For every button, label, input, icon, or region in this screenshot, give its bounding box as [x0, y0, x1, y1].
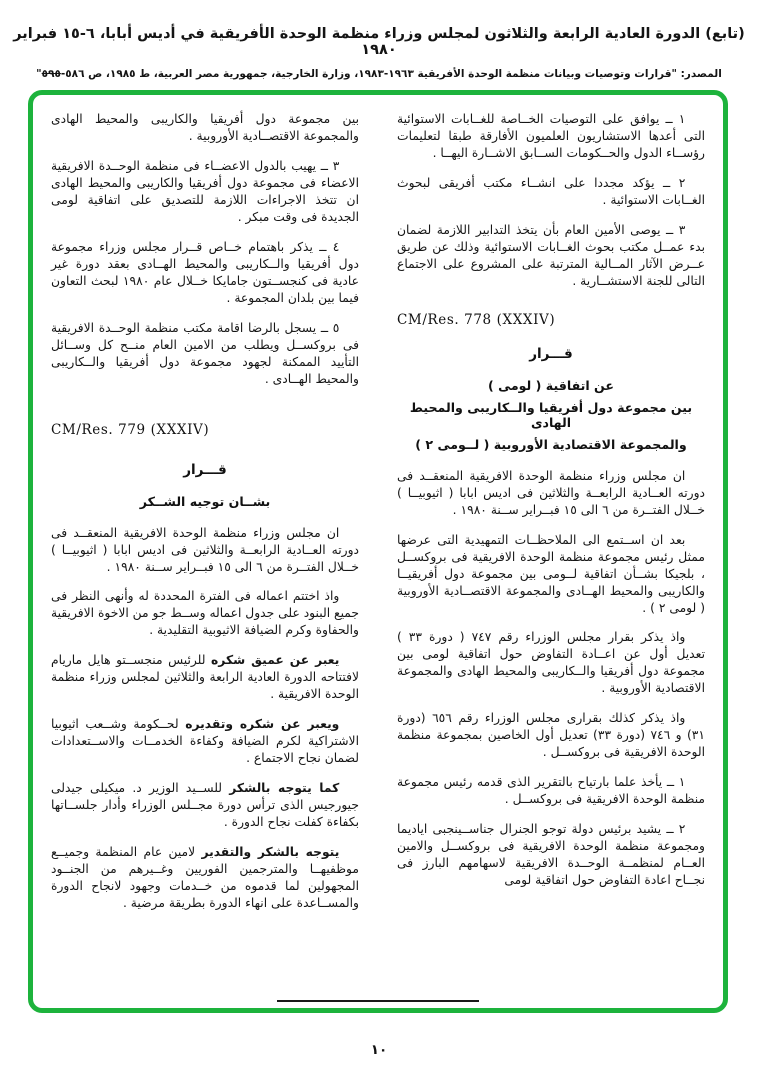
resolution-778-preamble-4: واذ يذكر كذلك بقرارى مجلس الوزراء رقم ٦٥٦ (دورة ٣١) و ٧٤٦ (دورة ٣٣) تعديل أول الخاصين بمجموعة منظمة الوحدة الافريقية فى بروكســل . — [397, 711, 705, 760]
header-source-line — [0, 68, 758, 80]
resolution-778-title: قـــرار — [529, 345, 573, 362]
thanks-4-lead: يتوجه بالشكر والتقدير — [201, 845, 340, 860]
column-left — [51, 111, 359, 994]
resolution-779-thanks-4 — [51, 844, 359, 912]
source-citation-text: المصدر: "قرارات وتوصيات وبيانات منظمة الوحدة الأفريقية ١٩٦٣-١٩٨٣، وزارة الخارجية، جمهورية مصر العربية، ط ١٩٨٥، ص ٥٨٦- — [60, 68, 722, 80]
resolution-779-thanks-1 — [51, 652, 359, 703]
resolution-777-item-2: ٢ ــ يؤكد مجددا على انشــاء مكتب أفريقى لبحوث الغــابات الاستوائية . — [397, 175, 705, 207]
resolution-779-title: قـــرار — [183, 461, 227, 478]
resolution-778-preamble-1: ان مجلس وزراء منظمة الوحدة الافريقية المنعقــد فى دورته العــادية الرابعــة والثلاثين فى اديس ابابا ( اثيوبيــا ) خــلال الفتــرة من ٦ الى ١٥ فبــراير ســنة ١٩٨٠ . — [397, 468, 705, 517]
resolution-778-subject-line2: بين مجموعة دول أفريقيا والــكاريبى والمحيط الهادى — [409, 399, 693, 430]
thanks-2-lead: ويعبر عن شكره وتقديره — [185, 717, 340, 732]
thanks-4-rest: لامين عام المنظمة وجميــع موظفيهــا والمترجمين الفوريين وغــيرهم من الجنــود المجهولين لما قدموه من خــدمات وجهود لانجاح الدورة والمســاعدة على انهاء الدورة بطريقة مرضية . — [51, 845, 359, 910]
resolution-778-item-3: ٣ ــ يهيب بالدول الاعضــاء فى منظمة الوحــدة الافريقية الاعضاء فى مجموعة دول أفريقيا والكاريبى والمحيط الهادى ان تتخذ الاجراءات اللازمة للتصديق على اتفاقية لومى الجديدة فى وقت مبكر . — [51, 158, 359, 224]
resolution-778-item-1: ١ ــ يأخذ علما بارتياح بالتقرير الذى قدمه رئيس مجموعة منظمة الوحدة الافريقية فى بروكســل . — [397, 775, 705, 807]
resolution-779-preamble-1: ان مجلس وزراء منظمة الوحدة الافريقية المنعقــد فى دورته العــادية الرابعــة والثلاثين فى اديس ابابا ( اثيوبيــا ) خــلال الفتــرة من ٦ الى ١٥ فبــراير ســنة ١٩٨٠ . — [51, 525, 359, 574]
resolution-779-thanks-2 — [51, 716, 359, 767]
resolution-777-item-3: ٣ ــ يوصى الأمين العام بأن يتخذ التدابير اللازمة لضمان بدء عمــل مكتب بحوث الغــابات الاستوائية وذلك عن طريق عــرض الآثار المــالية المترتبة على المشروع على الاجتماع التالى للجنة الاستشــارية . — [397, 222, 705, 288]
thanks-3-rest: للســيد الوزير د. ميكيلى جيدلى جيورجيس الذى ترأس دورة مجــلس الوزراء وأدار جلســاتها بكفاءة كفلت نجاح الدورة . — [51, 781, 359, 830]
thanks-1-rest: للرئيس منجســتو هايل ماريام لافتتاحه الدورة العادية الرابعة والثلاثين لمجلس وزراء منظمة الوحدة الافريقية . — [51, 653, 359, 702]
column-right — [397, 111, 705, 994]
thanks-1-lead: يعبر عن عميق شكره — [211, 653, 340, 668]
page-footer — [0, 1042, 758, 1058]
two-column-layout — [51, 111, 705, 994]
resolution-778-item-2: ٢ ــ يشيد برئيس دولة توجو الجنرال جناســينجبى اياديما ومجموعة منظمة الوحدة الافريقية فى بروكســل والامين العــام لمنظمــة الوحــدة الافريقية لاسهامهم البارز فى نجــاح اعادة التفاوض حول اتفاقية لومى — [397, 822, 705, 888]
thanks-2-rest: لحــكومة وشــعب اثيوبيا الاشتراكية لكرم الضيافة وكفاءة الخدمــات والاســتعدادات لضمان نجاح الاجتماع . — [51, 717, 359, 766]
header-session-title: (تابع) الدورة العادية الرابعة والثلاثون لمجلس وزراء منظمة الوحدة الأفريقية في أديس أبابا، ٦-١٥ فبراير ١٩٨٠ — [13, 26, 745, 58]
resolution-779-preamble-2: واذ اختتم اعماله فى الفترة المحددة له وأنهى النظر فى جميع البنود على جدول اعماله وســط جو من الاخوة الافريقية والحفاوة وكرم الضيافة الاثيوبية التقليدية . — [51, 589, 359, 638]
page-header — [0, 26, 758, 80]
resolution-779-subject: بشــان توجيه الشــكر — [139, 493, 271, 509]
resolution-778-continuation: بين مجموعة دول أفريقيا والكاريبى والمحيط الهادى والمجموعة الاقتصــادية الأوروبية . — [51, 112, 359, 143]
resolution-778-subject-line3: والمجموعة الاقتصادية الأوروبية ( لــومى ٢ ) — [415, 436, 687, 452]
resolution-code-778: CM/Res. 778 (XXXIV) — [397, 311, 556, 328]
resolution-777-item-1: ١ ــ يوافق على التوصيات الخــاصة للغــابات الاستوائية التى أعدها الاستشاريون العلميون الأفارقة طبقا لتعليمات رؤســاء الدول والحــكومات الســابق الاشــارة اليهــا . — [397, 112, 705, 160]
thanks-3-lead: كما يتوجه بالشكر — [229, 781, 340, 796]
page-number: ١٠ — [370, 1042, 388, 1058]
resolution-779-thanks-3 — [51, 780, 359, 831]
resolution-778-item-5: ٥ ــ يسجل بالرضا اقامة مكتب منظمة الوحــدة الافريقية فى بروكســل ويطلب من الامين العام منــح كل وســائل التأييد الممكنة لجهود مجموعة دول أفريقيا والــكاريبى والمحيط الهــادى . — [51, 320, 359, 386]
footnote-rule — [277, 1000, 479, 1002]
resolution-778-preamble-2: بعد ان اســتمع الى الملاحظــات التمهيدية التى عرضها ممثل رئيس مجموعة منظمة الوحدة الافريقية فى بروكســل ، بلجيكا بشــأن اتفاقية لــومى بين مجموعة دول أفريقيــا والكاريبى والمحيط الهــادى والمجموعة الاقتصــادية الأوروبية ( لومى ٢ ) . — [397, 532, 705, 615]
resolution-778-subject-line1: عن اتفاقية ( لومى ) — [487, 377, 614, 393]
source-pages-struck-text: ٥٩٥ — [41, 68, 61, 80]
content-border-box — [28, 90, 728, 1013]
resolution-code-779: CM/Res. 779 (XXXIV) — [51, 421, 210, 438]
resolution-778-item-4: ٤ ــ يذكر باهتمام خــاص قــرار مجلس وزراء مجموعة دول أفريقيا والــكاريبى والمحيط الهــادى بعقد دورة غير عادية فى كنجســتون جامايكا خــلال عام ١٩٨٠ لبحث التعاون فيما بين بلدان المجموعة . — [51, 239, 359, 305]
resolution-778-preamble-3: واذ يذكر بقرار مجلس الوزراء رقم ٧٤٧ ( دورة ٣٣ ) تعديل أول عن اعــادة التفاوض حول اتفاقية لومى بين مجموعة دول أفريقيا والــكاريبى والمحيط الهادى والمجموعة الاقتصادية الأوروبية . — [397, 630, 705, 696]
source-close-quote: " — [36, 68, 42, 80]
